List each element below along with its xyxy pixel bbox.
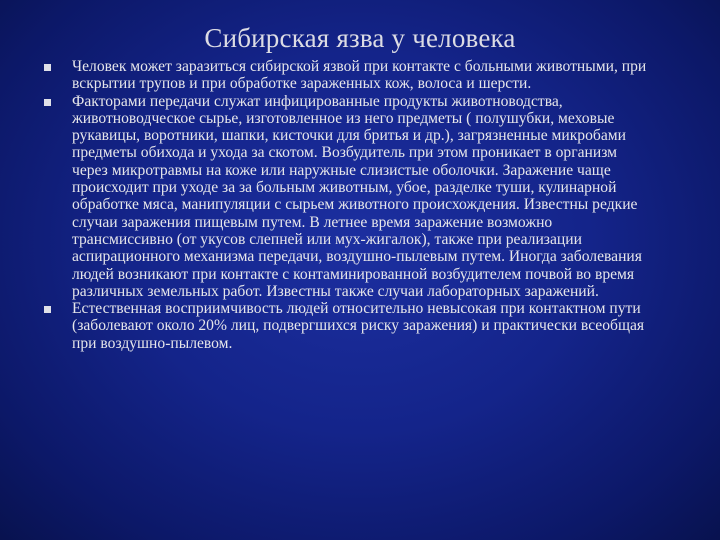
bullet-text: Человек может заразиться сибирской язвой при контакте с больными животными, при вскрытии трупов и при обработке зараженных кож, волоса и шерсти. <box>72 58 647 93</box>
bullet-item <box>0 300 650 352</box>
bullet-text: Факторами передачи служат инфицированные продукты животноводства, животноводческое сырье, изготовленное из него предметы ( полушубки, меховые рукавицы, воротники, шапки, кисточки для бритья и др.), загрязненные микробами предметы обихода и ухода за скотом. Возбудитель при этом проникает в организм через микротравмы на коже или наружные слизистые оболочки. Заражение чаще происходит при уходе за за больным животным, убое, разделке туши, кулинарной обработке мяса, манипуляции с сырьем животного происхождения. Известны редкие случаи заражения пищевым путем. В летнее время заражение возможно трансмиссивно (от укусов слепней или мух-жигалок), также при реализации аспирационного механизма передачи, воздушно-пылевым путем. Иногда заболевания людей возникают при контакте с контаминированной возбудителем почвой во время различных земельных работ. Известны также случаи лабораторных заражений. <box>72 92 642 300</box>
square-bullet-icon <box>44 99 51 106</box>
square-bullet-icon <box>44 306 51 313</box>
bullet-list <box>0 58 720 352</box>
bullet-item <box>0 58 650 93</box>
bullet-item <box>0 93 650 301</box>
bullet-text: Естественная восприимчивость людей относительно невысокая при контактном пути (заболевают около 20% лиц, подвергшихся риску заражения) и практически всеобщая при воздушно-пылевом. <box>72 300 645 352</box>
slide-title: Сибирская язва у человека <box>204 23 516 53</box>
square-bullet-icon <box>44 64 51 71</box>
